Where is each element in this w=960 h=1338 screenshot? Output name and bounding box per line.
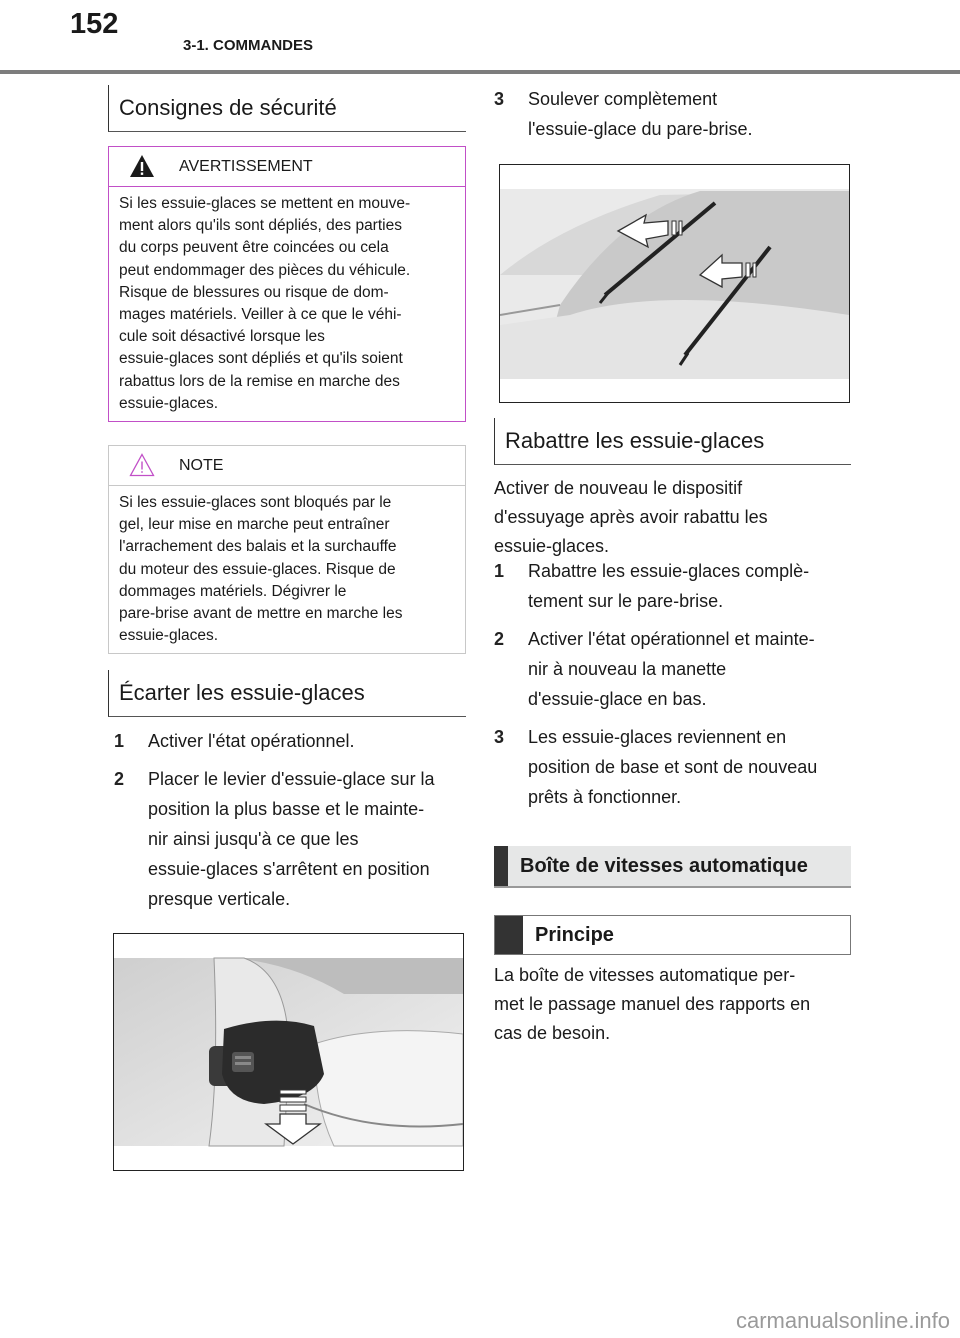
step-text <box>528 84 851 144</box>
step-text <box>528 624 851 714</box>
principle-line: met le passage manuel des rapports en <box>494 994 811 1014</box>
note-triangle-icon <box>129 453 155 477</box>
step-line: presque verticale. <box>148 889 291 909</box>
step-item <box>114 726 466 756</box>
page-number: 152 <box>70 8 119 40</box>
warning-line: ment alors qu'ils sont dépliés, des parties <box>119 217 402 235</box>
header-rule <box>0 70 960 74</box>
wiper-lever-figure <box>113 933 464 1171</box>
note-header <box>109 446 465 486</box>
step-line: Activer l'état opérationnel et mainte- <box>528 629 815 649</box>
lift-step <box>494 84 851 144</box>
note-line: l'arrachement des balais et la surchauffe <box>119 538 397 556</box>
step-number: 2 <box>494 629 505 649</box>
gearbox-heading <box>494 846 851 888</box>
warning-line: rabattus lors de la remise en marche des <box>119 372 400 390</box>
note-line: du moteur des essuie-glaces. Risque de <box>119 560 396 578</box>
step-line: position de base et sont de nouveau <box>528 757 818 777</box>
watermark: carmanualsonline.info <box>735 1308 950 1333</box>
step-number: 3 <box>494 89 505 109</box>
warning-triangle-icon <box>129 154 155 178</box>
step-item <box>114 764 466 914</box>
windshield-illustration <box>500 165 849 402</box>
heading-bar <box>495 916 523 954</box>
principle-heading <box>494 915 851 955</box>
principle-heading-text: Principe <box>535 923 614 946</box>
step-item <box>494 84 851 144</box>
fold-steps <box>494 556 851 812</box>
step-line: essuie-glaces s'arrêtent en position <box>148 859 430 879</box>
note-line: pare-brise avant de mettre en marche les <box>119 605 403 623</box>
step-line: Les essuie-glaces reviennent en <box>528 727 787 747</box>
spread-steps <box>114 726 466 914</box>
principle-line: cas de besoin. <box>494 1023 611 1043</box>
step-line: Rabattre les essuie-glaces complè- <box>528 561 810 581</box>
wiper-lever-illustration <box>114 934 463 1170</box>
step-line: nir à nouveau la manette <box>528 659 727 679</box>
note-body <box>109 486 465 647</box>
heading-bar <box>494 846 508 886</box>
warning-line: du corps peuvent être coincées ou cela <box>119 239 389 257</box>
step-line: l'essuie-glace du pare-brise. <box>528 119 753 139</box>
step-line: Placer le levier d'essuie-glace sur la <box>148 769 435 789</box>
warning-line: Si les essuie-glaces se mettent en mouve- <box>119 195 411 212</box>
chapter-title: 3-1. COMMANDES <box>183 37 314 54</box>
step-number: 3 <box>494 727 505 747</box>
principle-line: La boîte de vitesses automatique per- <box>494 965 796 985</box>
step-text <box>148 764 466 914</box>
warning-body <box>109 187 465 415</box>
safety-heading <box>108 85 466 132</box>
step-line: nir ainsi jusqu'à ce que les <box>148 829 359 849</box>
step-line: tement sur le pare-brise. <box>528 591 724 611</box>
windshield-figure <box>499 164 850 403</box>
fold-wipers-heading-text: Rabattre les essuie-glaces <box>505 428 765 453</box>
step-line: prêts à fonctionner. <box>528 787 682 807</box>
warning-line: peut endommager des pièces du véhicule. <box>119 261 411 279</box>
spread-wipers-heading <box>108 670 466 717</box>
principle-text <box>494 961 851 1048</box>
step-text <box>528 722 851 812</box>
safety-heading-text: Consignes de sécurité <box>119 95 337 120</box>
spread-wipers-heading-text: Écarter les essuie-glaces <box>119 680 365 705</box>
step-line: Activer l'état opérationnel. <box>148 731 355 751</box>
step-number: 2 <box>114 769 125 789</box>
warning-header <box>109 147 465 187</box>
step-text <box>528 556 851 616</box>
fold-intro <box>494 474 851 561</box>
warning-title: AVERTISSEMENT <box>179 157 313 175</box>
warning-line: Risque de blessures ou risque de dom- <box>119 283 389 301</box>
intro-line: essuie-glaces. <box>494 536 610 556</box>
warning-line: essuie-glaces sont dépliés et qu'ils soient <box>119 350 403 368</box>
step-item <box>494 624 851 714</box>
intro-line: Activer de nouveau le dispositif <box>494 478 743 498</box>
step-number: 1 <box>494 561 505 581</box>
note-line: gel, leur mise en marche peut entraîner <box>119 516 390 534</box>
note-title: NOTE <box>179 456 224 474</box>
step-line: Soulever complètement <box>528 89 718 109</box>
intro-line: d'essuyage après avoir rabattu les <box>494 507 768 527</box>
gearbox-heading-text: Boîte de vitesses automatique <box>520 854 808 877</box>
warning-box <box>108 146 466 422</box>
note-line: essuie-glaces. <box>119 627 219 645</box>
fold-wipers-heading <box>494 418 851 465</box>
note-box <box>108 445 466 654</box>
step-item <box>494 722 851 812</box>
step-text <box>148 726 466 756</box>
warning-line: essuie-glaces. <box>119 394 219 412</box>
step-line: d'essuie-glace en bas. <box>528 689 707 709</box>
step-line: position la plus basse et le mainte- <box>148 799 425 819</box>
note-line: Si les essuie-glaces sont bloqués par le <box>119 494 392 511</box>
warning-line: mages matériels. Veiller à ce que le véhi- <box>119 306 402 324</box>
step-item <box>494 556 851 616</box>
note-line: dommages matériels. Dégivrer le <box>119 582 347 600</box>
warning-line: cule soit désactivé lorsque les <box>119 328 325 346</box>
step-number: 1 <box>114 731 125 751</box>
